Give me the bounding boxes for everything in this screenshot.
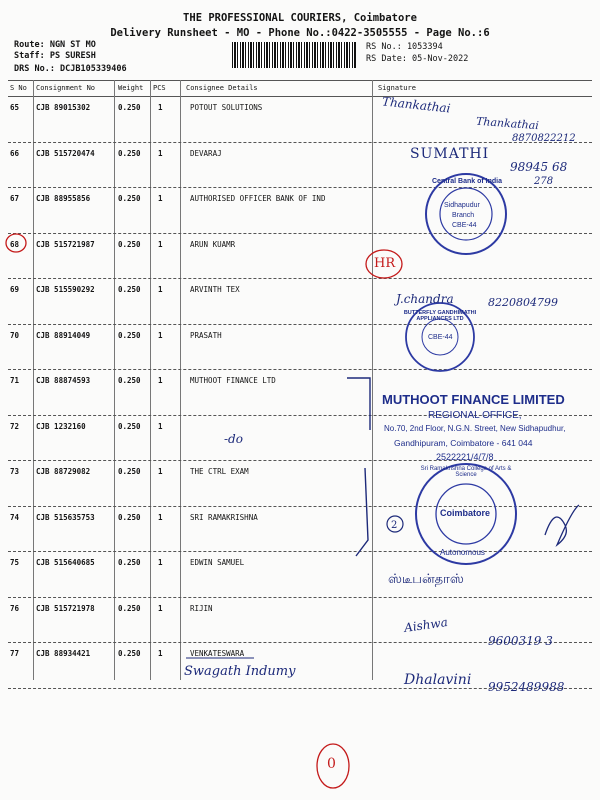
row-sno: 65 bbox=[10, 103, 20, 112]
row-sno: 70 bbox=[10, 330, 20, 340]
col-weight: Weight bbox=[118, 84, 144, 92]
row-consignee: ARVINTH TEX bbox=[190, 285, 240, 294]
row-weight: 0.250 bbox=[118, 239, 141, 249]
row-sno: 76 bbox=[10, 603, 20, 613]
bracket-71 bbox=[347, 378, 370, 430]
drs-number: DRS No.: DCJB105339406 bbox=[14, 64, 127, 74]
row-consignee: EDWIN SAMUEL bbox=[190, 558, 245, 567]
row-pcs: 1 bbox=[158, 467, 163, 476]
college-stamp-autonomous: Autonomous bbox=[440, 548, 485, 557]
phone-66-cont: 278 bbox=[534, 176, 554, 187]
ditto-mark-72: -do bbox=[224, 432, 243, 446]
svg-text:2: 2 bbox=[391, 520, 398, 531]
col-signature: Signature bbox=[378, 84, 416, 92]
bank-stamp-code: CBE-44 bbox=[452, 222, 477, 229]
row-consignee: AUTHORISED OFFICER BANK OF IND bbox=[190, 194, 326, 203]
row-weight: 0.250 bbox=[118, 103, 141, 112]
muthoot-stamp-address2: Gandhipuram, Coimbatore - 641 044 bbox=[394, 438, 533, 448]
scribble-signature-74 bbox=[545, 505, 579, 545]
phone-66: 98945 68 bbox=[510, 160, 568, 174]
row-weight: 0.250 bbox=[118, 194, 141, 203]
bank-stamp-branch-label: Branch bbox=[452, 212, 475, 219]
row-consignment-no: CJB 89015302 bbox=[36, 103, 91, 112]
row-consignee: PRASATH bbox=[190, 330, 222, 340]
muthoot-stamp-title: MUTHOOT FINANCE LIMITED bbox=[382, 392, 565, 407]
signature-65-b: Thankathai bbox=[475, 114, 540, 133]
muthoot-stamp-sub: REGIONAL OFFICE, bbox=[428, 410, 522, 421]
row-consignee: THE CTRL EXAM bbox=[190, 467, 249, 476]
row-consignment-no: CJB 1232160 bbox=[36, 421, 86, 431]
rs-date: RS Date: 05-Nov-2022 bbox=[366, 54, 469, 64]
row-pcs: 1 bbox=[158, 239, 163, 249]
row-weight: 0.250 bbox=[118, 649, 141, 658]
row-consignment-no: CJB 88874593 bbox=[36, 376, 91, 385]
circled-zero: 0 bbox=[327, 756, 336, 772]
row-pcs: 1 bbox=[158, 603, 163, 613]
row-pcs: 1 bbox=[158, 148, 163, 158]
signature-66: SUMATHI bbox=[410, 146, 490, 162]
signature-65-a: Thankathai bbox=[381, 94, 452, 116]
tamil-signature-75: ஸ்டீபன்தாஸ் bbox=[388, 572, 464, 587]
row-pcs: 1 bbox=[158, 421, 163, 431]
college-stamp-name: Sri Ramakrishna College of Arts & Science bbox=[420, 466, 512, 478]
row-sno: 71 bbox=[10, 376, 20, 385]
hr-mark: HR bbox=[374, 256, 396, 271]
row-sno: 66 bbox=[10, 148, 20, 158]
butterfly-stamp-code: CBE-44 bbox=[428, 334, 453, 341]
phone-76: 9600319 3 bbox=[488, 634, 553, 648]
muthoot-stamp-address1: No.70, 2nd Floor, N.G.N. Street, New Sidhapudhur, bbox=[384, 424, 566, 433]
butterfly-stamp-name: BUTTERFLY GANDHIMATHI APPLIANCES LTD bbox=[403, 310, 477, 322]
row-weight: 0.250 bbox=[118, 603, 141, 613]
company-title: THE PROFESSIONAL COURIERS, Coimbatore bbox=[183, 12, 417, 24]
phone-69: 8220804799 bbox=[488, 296, 558, 309]
row-weight: 0.250 bbox=[118, 376, 141, 385]
row-consignment-no: CJB 515635753 bbox=[36, 512, 95, 522]
row-sno: 72 bbox=[10, 421, 20, 431]
row-pcs: 1 bbox=[158, 103, 163, 112]
row-consignment-no: CJB 515590292 bbox=[36, 285, 95, 294]
signature-77: Dhalavini bbox=[404, 672, 472, 688]
signature-76: Aishwa bbox=[403, 615, 449, 635]
staff-label: Staff: PS SURESH bbox=[14, 51, 96, 61]
runsheet-subtitle: Delivery Runsheet - MO - Phone No.:0422-3505555 - Page No.:6 bbox=[110, 27, 490, 39]
muthoot-stamp-phone: 2522221/4/7/8 bbox=[436, 452, 494, 462]
row-weight: 0.250 bbox=[118, 512, 141, 522]
red-circle-68 bbox=[6, 234, 26, 252]
row-pcs: 1 bbox=[158, 558, 163, 567]
row-pcs: 1 bbox=[158, 512, 163, 522]
row-weight: 0.250 bbox=[118, 467, 141, 476]
signature-69: J.chandra bbox=[396, 292, 454, 306]
row-sno: 77 bbox=[10, 649, 20, 658]
col-consignee: Consignee Details bbox=[186, 84, 258, 92]
row-pcs: 1 bbox=[158, 194, 163, 203]
row-consignee: RIJIN bbox=[190, 603, 213, 613]
phone-65: 8870822212 bbox=[512, 133, 576, 144]
row-weight: 0.250 bbox=[118, 558, 141, 567]
phone-77: 9952489988 bbox=[488, 680, 565, 694]
row-consignment-no: CJB 88934421 bbox=[36, 649, 91, 658]
col-pcs: PCS bbox=[153, 84, 166, 92]
bracket-74 bbox=[356, 468, 368, 556]
row-consignee: MUTHOOT FINANCE LTD bbox=[190, 376, 276, 385]
row-consignment-no: CJB 515720474 bbox=[36, 148, 95, 158]
row-sno: 74 bbox=[10, 512, 20, 522]
handwritten-name-77: Swagath Indumy bbox=[184, 664, 296, 679]
row-sno: 75 bbox=[10, 558, 20, 567]
row-sno: 67 bbox=[10, 194, 20, 203]
rs-number: RS No.: 1053394 bbox=[366, 42, 443, 52]
row-sno: 68 bbox=[10, 239, 20, 249]
col-consignment: Consignment No bbox=[36, 84, 96, 92]
row-weight: 0.250 bbox=[118, 421, 141, 431]
route-label: Route: NGN ST MO bbox=[14, 40, 96, 50]
row-consignment-no: CJB 88914049 bbox=[36, 330, 91, 340]
row-consignment-no: CJB 88729082 bbox=[36, 467, 91, 476]
row-sno: 69 bbox=[10, 285, 20, 294]
bank-stamp-name: Central Bank of India bbox=[432, 178, 503, 185]
row-weight: 0.250 bbox=[118, 330, 141, 340]
row-consignment-no: CJB 515640685 bbox=[36, 558, 95, 567]
col-sno: S No bbox=[10, 84, 27, 92]
row-sno: 73 bbox=[10, 467, 20, 476]
row-weight: 0.250 bbox=[118, 148, 141, 158]
row-pcs: 1 bbox=[158, 285, 163, 294]
row-pcs: 1 bbox=[158, 330, 163, 340]
row-consignee: DEVARAJ bbox=[190, 148, 222, 158]
row-consignment-no: CJB 515721978 bbox=[36, 603, 95, 613]
row-consignment-no: CJB 88955856 bbox=[36, 194, 91, 203]
row-pcs: 1 bbox=[158, 376, 163, 385]
row-consignment-no: CJB 515721987 bbox=[36, 239, 95, 249]
college-stamp-city: Coimbatore bbox=[440, 508, 491, 518]
row-pcs: 1 bbox=[158, 649, 163, 658]
row-consignee: ARUN KUAMR bbox=[190, 239, 236, 249]
row-consignee: SRI RAMAKRISHNA bbox=[190, 512, 258, 522]
row-consignee: POTOUT SOLUTIONS bbox=[190, 103, 263, 112]
row-weight: 0.250 bbox=[118, 285, 141, 294]
bank-stamp-branch: Sidhapudur bbox=[444, 202, 480, 209]
row-consignee: VENKATESWARA bbox=[190, 649, 245, 658]
